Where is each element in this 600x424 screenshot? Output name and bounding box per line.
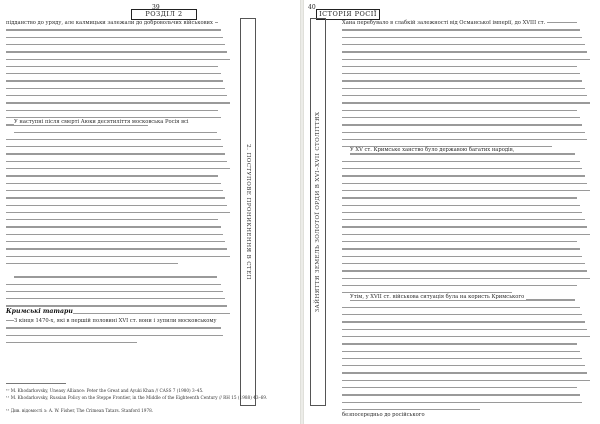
right-page-text-block [342,22,592,418]
text-line [6,342,137,343]
text-line [342,117,580,118]
text-line [6,80,223,81]
text-line [14,132,217,133]
text-line [6,263,178,264]
text-line [342,110,577,111]
text-line [342,226,587,227]
text-line [342,183,587,184]
text-line [342,161,580,162]
text-line [6,29,221,30]
text-line [6,175,218,176]
text-line [342,168,582,169]
page-number-right: 40 [308,4,316,11]
right-last-line: безпосередньо до російського [342,412,425,418]
text-line [6,291,223,292]
footnote-3: ¹² Див. відомості з: A. W. Fisher, The Crimean Tatars. Stanford 1978. [6,408,154,413]
text-line [342,190,590,191]
text-line [342,73,580,74]
right-page [304,0,600,424]
text-line [6,51,227,52]
text-line [342,51,587,52]
text-line [6,153,225,154]
text-line [6,73,221,74]
text-line [342,409,480,410]
text-line [342,307,580,308]
text-line [6,168,230,169]
text-line [342,205,580,206]
running-header-left: РОЗДІЛ 2 [131,9,197,20]
text-line [6,44,225,45]
text-line [6,88,225,89]
text-line [342,329,587,330]
text-line [6,197,225,198]
text-line [342,66,577,67]
text-line [342,175,585,176]
text-line [342,358,582,359]
right-para3-start: Утім, у XVII ст. військова ситуація була на користь Кримського [350,294,525,300]
text-line [6,183,221,184]
text-line [342,314,582,315]
page-number-left: 39 [152,4,160,11]
text-line [342,212,582,213]
text-line [342,372,587,373]
section-heading: Кримські татари [6,308,73,315]
text-line [6,139,221,140]
text-line [342,88,585,89]
text-line [342,29,580,30]
text-line [6,190,223,191]
text-line [6,212,230,213]
text-line [342,402,582,403]
text-line [342,37,582,38]
text-line [6,256,230,257]
text-line [342,256,582,257]
text-line [6,248,227,249]
text-line [342,219,585,220]
running-header-right: ІСТОРІЯ РОСІЇ [316,9,380,20]
side-tab-right [310,18,326,406]
right-para2-start: У XV ст. Кримське ханство було державою багатих народів, [350,147,515,153]
text-line [342,80,582,81]
text-line [6,146,223,147]
footnote-rule [6,383,66,384]
right-first-line: Хана перебувало в слабкій залежності від Османської імперії, до XVIII ст. [342,20,546,26]
side-tab-right-text: ЗАЙНЯТТЯ ЗЕМЕЛЬ ЗОЛОТОЇ ОРДИ В XVI–XVII СТОЛІТТЯХ [315,111,321,313]
text-line [6,205,227,206]
text-line [6,305,227,306]
text-line [6,37,223,38]
text-line [342,270,587,271]
text-line [342,139,587,140]
text-line [342,278,590,279]
footnote-2: ¹¹ M. Khodarkovsky, Russian Policy on the Steppe Frontier, in the Middle of the Eighteenth Century // RH 15 (1988) 43–69. [6,395,268,400]
left-first-line: підданство до уряду, але калмицьки залежали до добровольчих військових [6,20,213,26]
text-line [6,335,223,336]
text-line [350,153,575,154]
text-line [6,327,221,328]
text-line [342,197,577,198]
text-line [342,132,585,133]
text-line [6,66,218,67]
text-line [342,365,585,366]
left-section-start: З кінця 1470-х, які в першій половині XVI ст. вони і зупили московському [14,318,217,324]
text-line [342,387,577,388]
text-line [342,44,585,45]
text-line [342,285,577,286]
text-line [342,234,590,235]
text-line [6,226,221,227]
text-line [6,102,230,103]
text-line [342,241,577,242]
text-line [6,219,218,220]
text-line [342,351,580,352]
text-line [6,298,225,299]
text-line [6,110,218,111]
text-line [342,95,587,96]
text-line [14,276,217,277]
left-para2-start: У наступні після смерті Аюки десятиліття московська Росія всі [14,119,189,125]
text-line [342,343,577,344]
text-line [6,95,227,96]
text-line [342,102,590,103]
text-line [342,124,582,125]
text-line [6,59,230,60]
text-line [342,321,585,322]
text-line [342,59,590,60]
text-line [342,336,590,337]
text-line [342,248,580,249]
text-line [6,234,223,235]
text-line [342,380,590,381]
text-line [6,161,227,162]
side-tab-left-text: 2. ПОСТУПОВЕ ПРОНИКНЕННЯ В СТЕП [245,144,251,280]
text-line [342,394,580,395]
text-line [6,284,221,285]
text-line [6,241,225,242]
side-tab-left [240,18,256,406]
footnote-1: ¹⁰ M. Khodarkovsky, Uneasy Alliance: Peter the Great and Ayuki Khan // CASS 7 (1980) 3–45. [6,388,204,393]
text-line [342,263,585,264]
